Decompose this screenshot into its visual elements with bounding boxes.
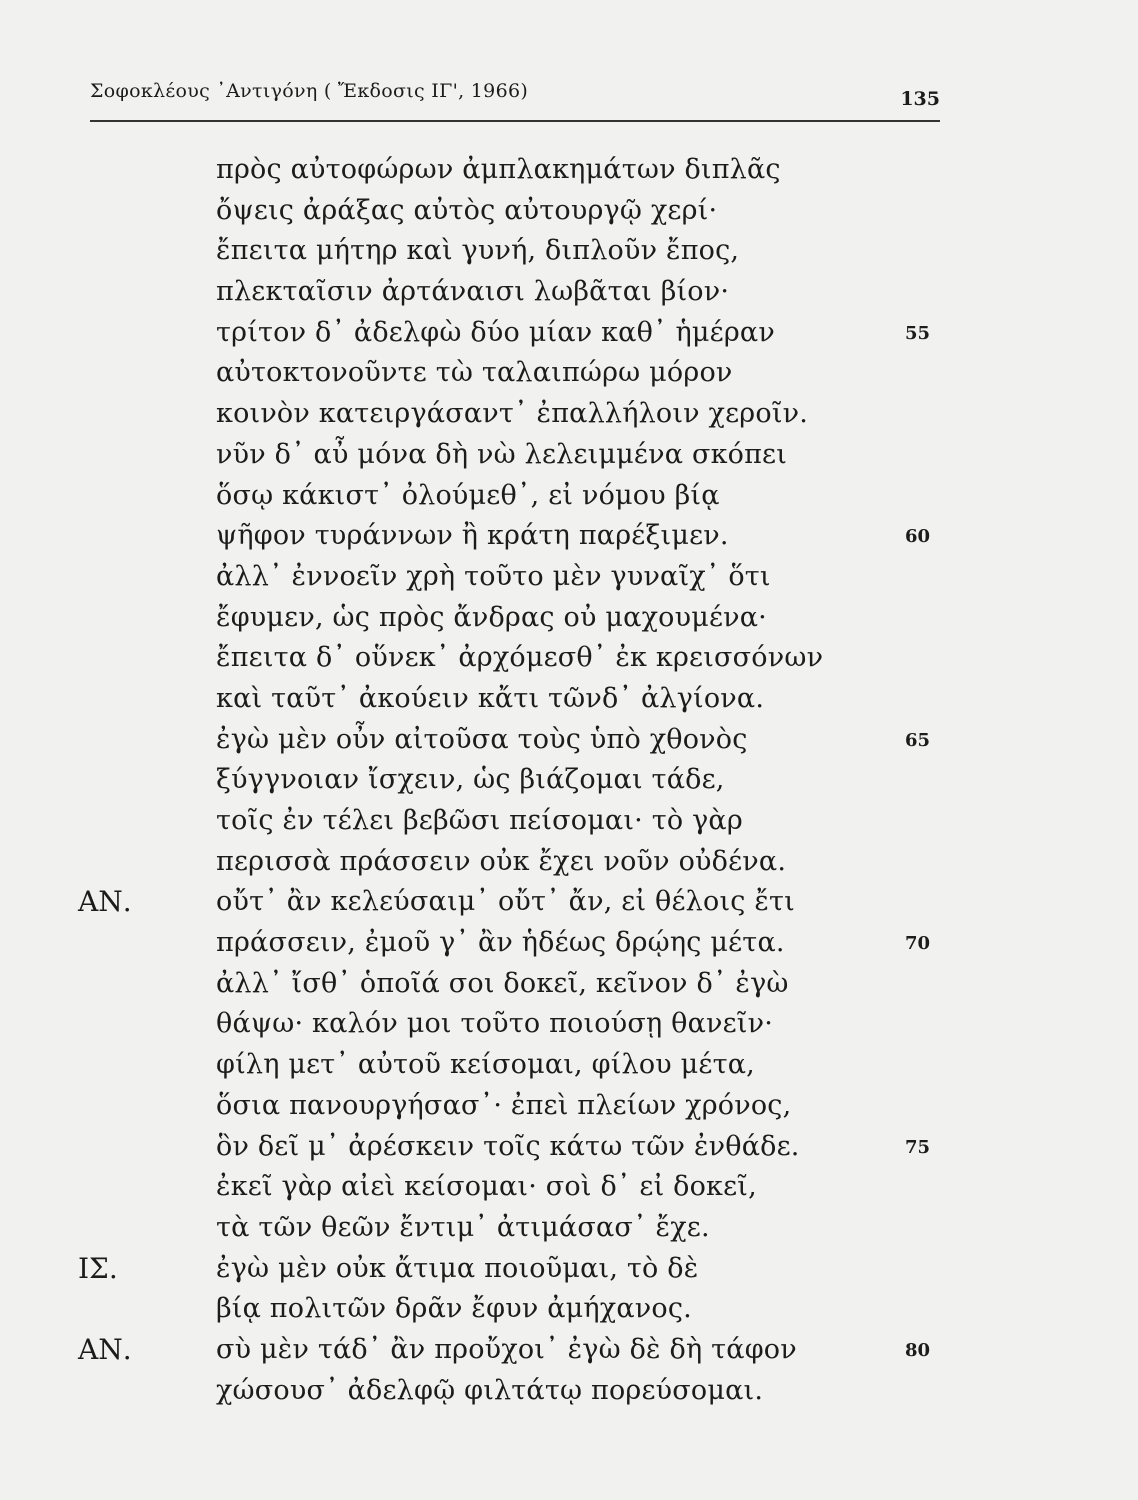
verse-text: ἔπειτα δ᾽ οὕνεκ᾽ ἀρχόμεσθ᾽ ἐκ κρεισσόνων [216,642,824,674]
verse-line [0,150,1138,191]
line-number: 80 [905,1339,931,1361]
verse-text: φίλη μετ᾽ αὐτοῦ κείσομαι, φίλου μέτα, [216,1049,755,1081]
verse-line [0,1167,1138,1208]
verse-line [0,760,1138,801]
verse-line [0,679,1138,720]
verse-line [0,1127,1138,1168]
line-number: 65 [905,729,931,751]
verse-text: κοινὸν κατειργάσαντ᾽ ἐπαλλήλοιν χεροῖν. [216,398,809,430]
verse-text: ὅσῳ κάκιστ᾽ ὀλούμεθ᾽, εἰ νόμου βίᾳ [216,479,720,511]
verse-line [0,231,1138,272]
speaker-label: ΑΝ. [78,1332,132,1366]
verse-line [0,435,1138,476]
verse-line [0,842,1138,883]
verse-line [0,923,1138,964]
verse-text: πράσσειν, ἐμοῦ γ᾽ ἂν ἡδέως δρῴης μέτα. [216,927,785,959]
verse-line [0,313,1138,354]
verse-line [0,1208,1138,1249]
verse-text: ὄψεις ἀράξας αὐτὸς αὐτουργῷ χερί· [216,194,718,226]
verse-text: οὔτ᾽ ἂν κελεύσαιμ᾽ οὔτ᾽ ἄν, εἰ θέλοις ἔτι [216,886,795,918]
verse-line [0,720,1138,761]
verse-text: ὅσια πανουργήσασ᾽· ἐπεὶ πλείων χρόνος, [216,1089,792,1121]
verse-text: τρίτον δ᾽ ἀδελφὼ δύο μίαν καθ᾽ ἡμέραν [216,316,775,348]
verse-line [0,1371,1138,1412]
page-header [90,74,940,122]
speaker-label: ΙΣ. [78,1251,118,1285]
verse-line [0,476,1138,517]
verse-text: ἀλλ᾽ ἐννοεῖν χρὴ τοῦτο μὲν γυναῖχ᾽ ὅτι [216,560,771,592]
verse-line [0,1249,1138,1290]
speaker-label: ΑΝ. [78,885,132,919]
verse-line [0,353,1138,394]
verse-text: ψῆφον τυράννων ἢ κράτη παρέξιμεν. [216,520,729,552]
verse-text: αὐτοκτονοῦντε τὼ ταλαιπώρω μόρον [216,357,733,389]
verse-text: ἐγὼ μὲν οὖν αἰτοῦσα τοὺς ὑπὸ χθονὸς [216,723,748,755]
verse-text: περισσὰ πράσσειν οὐκ ἔχει νοῦν οὐδένα. [216,845,787,877]
verse-text: χώσουσ᾽ ἀδελφῷ φιλτάτῳ πορεύσομαι. [216,1374,764,1406]
verse-text: ἀλλ᾽ ἴσθ᾽ ὁποῖά σοι δοκεῖ, κεῖνον δ᾽ ἐγὼ [216,967,789,999]
verse-line [0,1289,1138,1330]
verse-line [0,1330,1138,1371]
line-number: 75 [905,1136,931,1158]
verse-line [0,1004,1138,1045]
verse-line [0,191,1138,232]
verse-text: ἔπειτα μήτηρ καὶ γυνή, διπλοῦν ἔπος, [216,235,740,267]
verse-line [0,1045,1138,1086]
verse-text: ἐγὼ μὲν οὐκ ἄτιμα ποιοῦμαι, τὸ δὲ [216,1252,699,1284]
verse-line [0,638,1138,679]
verse-line [0,598,1138,639]
verse-text: τὰ τῶν θεῶν ἔντιμ᾽ ἀτιμάσασ᾽ ἔχε. [216,1211,710,1243]
verse-text: τοῖς ἐν τέλει βεβῶσι πείσομαι· τὸ γὰρ [216,805,743,836]
line-number: 70 [905,933,931,955]
verse-line [0,557,1138,598]
verse-line [0,394,1138,435]
verse-line [0,516,1138,557]
verse-text: ἐκεῖ γὰρ αἰεὶ κείσομαι· σοὶ δ᾽ εἰ δοκεῖ, [216,1171,757,1203]
verse-line [0,1086,1138,1127]
verse-line [0,272,1138,313]
line-number: 55 [905,322,931,344]
verse-block [0,150,1138,1411]
running-head: Σοφοκλέους ᾽Αντιγόνη ( Ἔκδοσις ΙΓ', 1966) [90,80,529,102]
verse-text: καὶ ταῦτ᾽ ἀκούειν κἄτι τῶνδ᾽ ἀλγίονα. [216,682,765,714]
verse-text: θάψω· καλόν μοι τοῦτο ποιούσῃ θανεῖν· [216,1008,773,1040]
verse-text: ξύγγνοιαν ἴσχειν, ὡς βιάζομαι τάδε, [216,764,725,796]
verse-text: πρὸς αὐτοφώρων ἀμπλακημάτων διπλᾶς [216,154,781,185]
line-number: 60 [905,526,931,548]
verse-line [0,882,1138,923]
verse-text: ὃν δεῖ μ᾽ ἀρέσκειν τοῖς κάτω τῶν ἐνθάδε. [216,1130,800,1162]
page-number: 135 [900,88,940,110]
verse-line [0,801,1138,842]
verse-text: βίᾳ πολιτῶν δρᾶν ἔφυν ἀμήχανος. [216,1293,692,1325]
verse-line [0,964,1138,1005]
verse-text: νῦν δ᾽ αὖ μόνα δὴ νὼ λελειμμένα σκόπει [216,438,788,470]
verse-text: ἔφυμεν, ὡς πρὸς ἄνδρας οὐ μαχουμένα· [216,601,767,633]
verse-text: σὺ μὲν τάδ᾽ ἂν προὔχοι᾽ ἐγὼ δὲ δὴ τάφον [216,1333,797,1365]
verse-text: πλεκταῖσιν ἀρτάναισι λωβᾶται βίον· [216,276,730,308]
